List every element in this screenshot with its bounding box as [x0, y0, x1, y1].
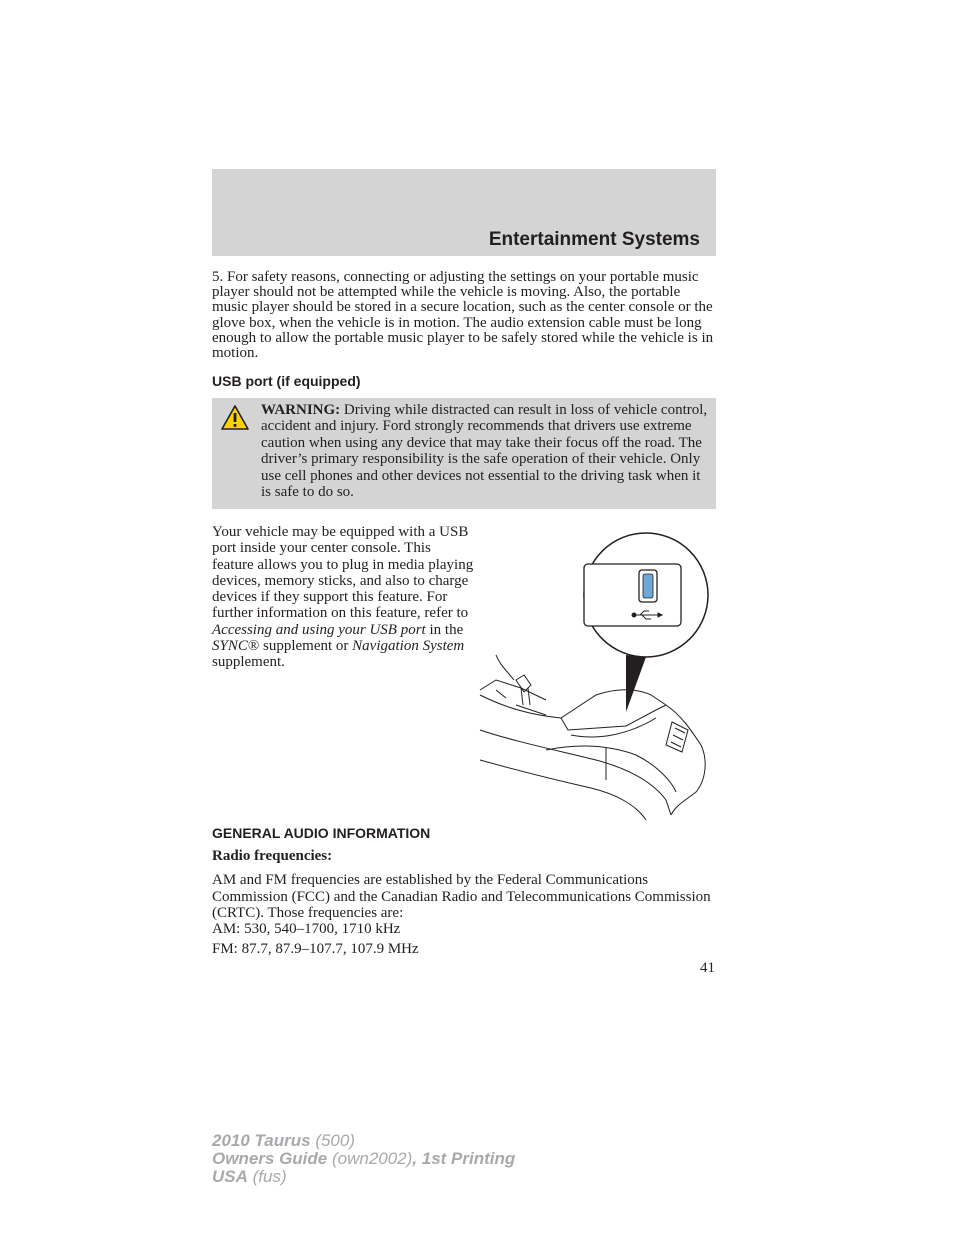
footer-guide-code: (own2002): [327, 1149, 413, 1168]
page-number: 41: [700, 960, 715, 976]
registered-mark: ®: [247, 638, 260, 655]
sync-ref: SYNC: [212, 638, 248, 655]
usb-text-2: in the: [425, 621, 464, 638]
warning-label: WARNING:: [261, 402, 341, 418]
footer-region: USA: [212, 1167, 248, 1186]
usb-port-heading: USB port (if equipped): [212, 373, 361, 389]
section-title: Entertainment Systems: [488, 229, 700, 250]
footer-region-code: (fus): [247, 1167, 287, 1186]
footer-model-code: (500): [310, 1131, 356, 1150]
am-frequencies: AM: 530, 540–1700, 1710 kHz: [212, 921, 401, 937]
footer-guide: Owners Guide: [212, 1149, 328, 1168]
warning-box: [212, 398, 716, 509]
radio-frequencies-label: Radio frequencies:: [212, 848, 333, 864]
usb-console-illustration: [476, 530, 716, 820]
usb-text-1: Your vehicle may be equipped with a USB port inside your center console. This feature allows you to plug in media playing devices, memory sticks, and also to charge devices if they support this feature. For further information on this feature, refer to: [212, 524, 474, 622]
usb-ref-link: Accessing and using your USB port: [212, 621, 426, 638]
usb-text-4: supplement.: [212, 654, 285, 671]
footer-model: 2010 Taurus: [212, 1131, 311, 1150]
usb-text-3: supplement or: [259, 638, 353, 655]
frequencies-paragraph: AM and FM frequencies are established by the Federal Communications Commission (FCC) and the Canadian Radio and Telecommunications Commission (CRTC). Those frequencies are:: [212, 872, 711, 921]
nav-system-ref: Navigation System: [352, 638, 465, 655]
footer-printing: , 1st Printing: [412, 1149, 516, 1168]
section-header-band: [212, 169, 716, 256]
warning-body: Driving while distracted can result in loss of vehicle control, accident and injury. Ford strongly recommends that drivers use extreme caution when using any device that may take their focus off the road. The driver’s primary responsibility is the safe operation of their vehicle. Only use cell phones and other devices not essential to the driving task when it is safe to do so.: [261, 402, 708, 501]
safety-paragraph: 5. For safety reasons, connecting or adjusting the settings on your portable music player should not be attempted while the vehicle is moving. Also, the portable music player should be stored in a secure location, such as the center console or the glove box, when the vehicle is in motion. The audio extension cable must be long enough to allow the portable music player to be safely stored while the vehicle is in motion.: [212, 269, 714, 362]
warning-text: [218, 402, 710, 500]
footer-imprint: [212, 1132, 515, 1186]
general-audio-heading: GENERAL AUDIO INFORMATION: [212, 825, 431, 841]
fm-frequencies: FM: 87.7, 87.9–107.7, 107.9 MHz: [212, 941, 419, 957]
usb-description: [212, 524, 474, 671]
